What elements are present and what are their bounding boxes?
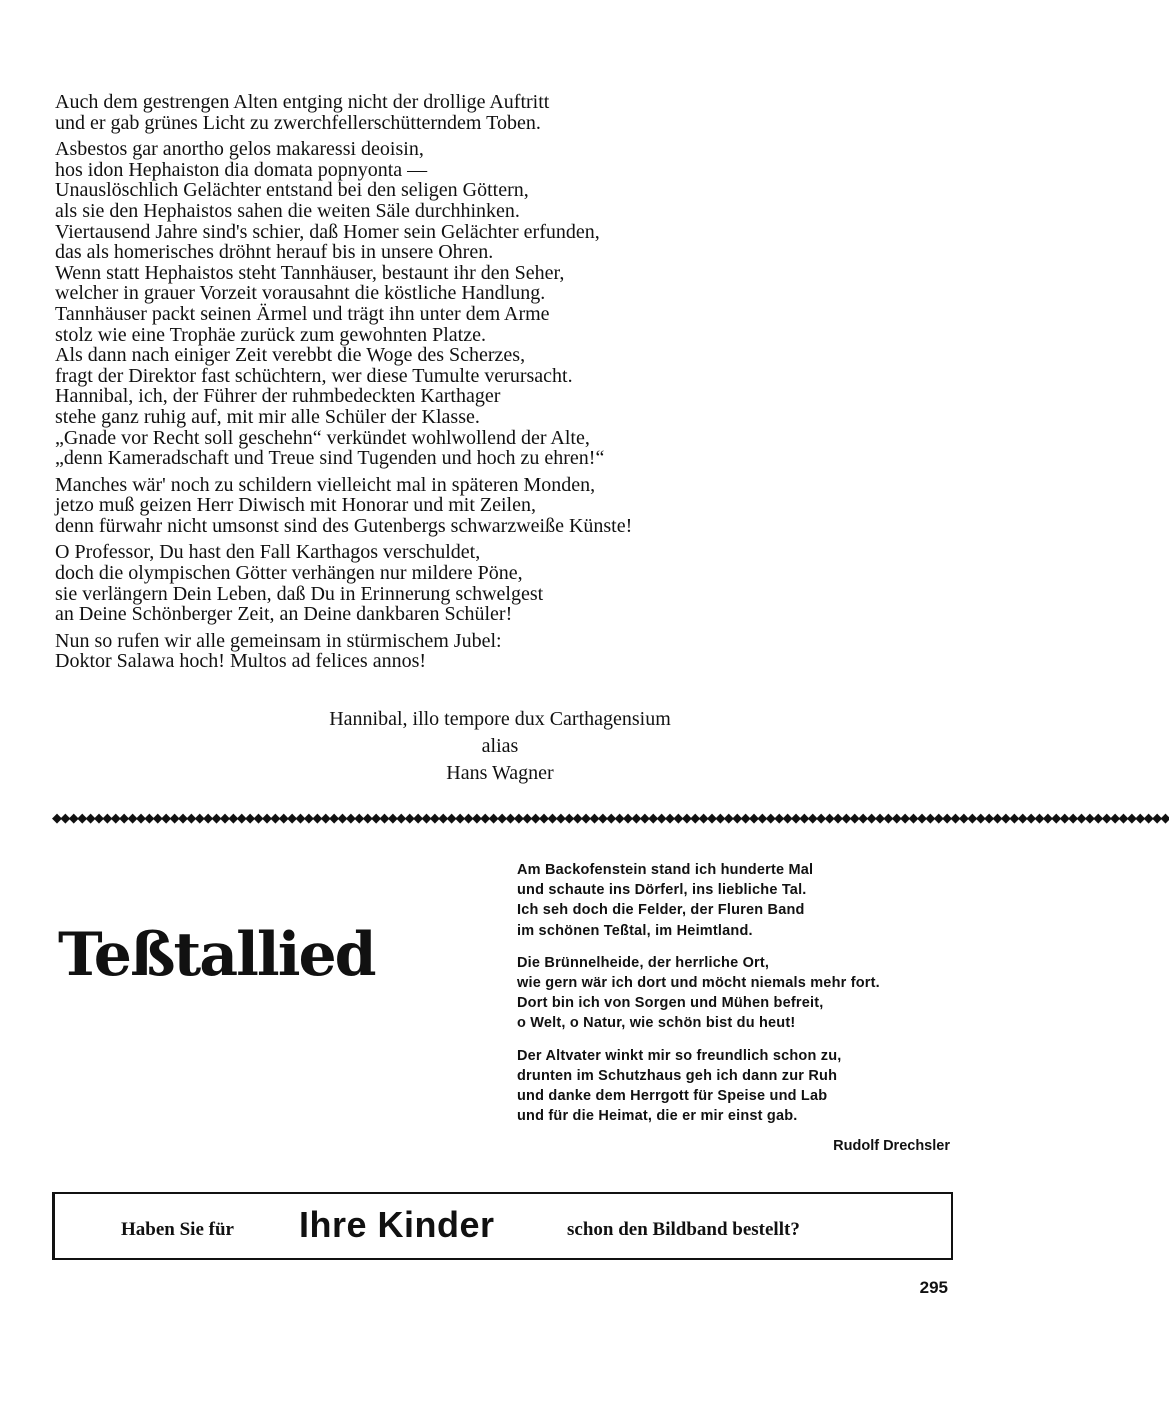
song-title: Teßtallied — [58, 920, 375, 990]
poem-stanza-2 — [55, 139, 815, 469]
song-line: Ich seh doch die Felder, der Fluren Band — [517, 902, 805, 919]
poem-line: sie verlängern Dein Leben, daß Du in Erinnerung schwelgest — [55, 582, 544, 605]
poem-line: stolz wie eine Trophäe zurück zum gewohnten Platze. — [55, 323, 486, 346]
poem-line: Als dann nach einiger Zeit verebbt die Woge des Scherzes, — [55, 344, 526, 367]
advertisement-box — [52, 1192, 953, 1260]
poem-line: Unauslöschlich Gelächter entstand bei den seligen Göttern, — [55, 179, 529, 202]
song-stanza-3 — [517, 1046, 957, 1127]
song-line: o Welt, o Natur, wie schön bist du heut! — [517, 1015, 796, 1032]
poem-line: Manches wär' noch zu schildern vielleicht mal in späteren Monden, — [55, 473, 596, 496]
ad-emphasis: Ihre Kinder — [299, 1204, 495, 1245]
poem-line: Doktor Salawa hoch! Multos ad felices annos! — [55, 650, 427, 673]
poem-line: das als homerisches dröhnt herauf bis in unsere Ohren. — [55, 241, 494, 264]
page-number: 295 — [919, 1278, 948, 1297]
ad-prefix: Haben Sie für — [121, 1219, 234, 1240]
song-line: Am Backofenstein stand ich hunderte Mal — [517, 862, 814, 878]
ornamental-divider: ◆◆◆◆◆◆◆◆◆◆◆◆◆◆◆◆◆◆◆◆◆◆◆◆◆◆◆◆◆◆◆◆◆◆◆◆◆◆◆◆◆◆◆◆◆◆◆◆◆◆◆◆◆◆◆◆◆◆◆◆◆◆◆◆◆◆◆◆◆◆◆◆◆◆◆◆◆◆◆◆◆◆◆◆◆◆◆◆◆◆◆◆◆◆◆◆◆◆◆◆◆◆◆◆◆◆◆◆◆◆◆◆◆◆◆◆◆◆◆◆◆◆◆◆◆◆◆◆◆◆◆◆◆ — [52, 811, 1169, 826]
signature-line-3: Hans Wagner — [446, 762, 554, 784]
song-stanza-1 — [517, 860, 957, 941]
poem-stanza-3 — [55, 475, 815, 537]
song-line: und für die Heimat, die er mir einst gab. — [517, 1108, 798, 1125]
poem-line: Auch dem gestrengen Alten entging nicht der drollige Auftritt — [55, 91, 550, 113]
poem-line: und er gab grünes Licht zu zwerchfellerschütterndem Toben. — [55, 111, 541, 134]
poem-line: „denn Kameradschaft und Treue sind Tugenden und hoch zu ehren!“ — [55, 447, 605, 470]
signature-line-2: alias — [481, 735, 519, 757]
poem-line: hos idon Hephaiston dia domata popnyonta — — [55, 158, 428, 181]
poem-line: Tannhäuser packt seinen Ärmel und trägt ihn unter dem Arme — [55, 302, 550, 325]
poem-line: doch die olympischen Götter verhängen nur mildere Pöne, — [55, 562, 523, 585]
song-stanza-2 — [517, 953, 957, 1034]
song-line: Der Altvater winkt mir so freundlich schon zu, — [517, 1047, 842, 1064]
song-line: und schaute ins Dörferl, ins liebliche Tal. — [517, 882, 807, 899]
poem-line: als sie den Hephaistos sahen die weiten Säle durchhinken. — [55, 199, 520, 222]
poem-line: jetzo muß geizen Herr Diwisch mit Honorar und mit Zeilen, — [55, 494, 536, 517]
poem-line: an Deine Schönberger Zeit, an Deine dankbaren Schüler! — [55, 603, 513, 626]
song-line: im schönen Teßtal, im Heimtland. — [517, 922, 753, 939]
poem — [55, 92, 815, 678]
song-line: und danke dem Herrgott für Speise und Lab — [517, 1088, 828, 1105]
poem-line: Wenn statt Hephaistos steht Tannhäuser, bestaunt ihr den Seher, — [55, 261, 565, 284]
poem-line: Nun so rufen wir alle gemeinsam in stürmischem Jubel: — [55, 629, 502, 652]
poem-line: „Gnade vor Recht soll geschehn“ verkündet wohlwollend der Alte, — [55, 426, 590, 449]
poem-stanza-4 — [55, 542, 815, 624]
poem-line: Asbestos gar anortho gelos makaressi deoisin, — [55, 138, 424, 161]
poem-stanza-1 — [55, 92, 815, 133]
song-text — [517, 860, 957, 1138]
song-line: drunten im Schutzhaus geh ich dann zur Ruh — [517, 1067, 838, 1084]
song-line: wie gern wär ich dort und möcht niemals mehr fort. — [517, 975, 880, 992]
poem-line: O Professor, Du hast den Fall Karthagos verschuldet, — [55, 541, 481, 564]
song-line: Dort bin ich von Sorgen und Mühen befreit, — [517, 995, 824, 1012]
signature — [0, 706, 1000, 787]
poem-line: Hannibal, ich, der Führer der ruhmbedeckten Karthager — [55, 385, 501, 408]
poem-stanza-5 — [55, 631, 815, 672]
ad-suffix: schon den Bildband bestellt? — [567, 1219, 800, 1240]
poem-line: denn fürwahr nicht umsonst sind des Gutenbergs schwarzweiße Künste! — [55, 514, 633, 537]
signature-line-1: Hannibal, illo tempore dux Carthagensium — [329, 708, 671, 730]
poem-line: fragt der Direktor fast schüchtern, wer diese Tumulte verursacht. — [55, 364, 573, 387]
poem-line: stehe ganz ruhig auf, mit mir alle Schüler der Klasse. — [55, 405, 480, 428]
song-author: Rudolf Drechsler — [833, 1138, 950, 1154]
poem-line: welcher in grauer Vorzeit vorausahnt die köstliche Handlung. — [55, 282, 546, 305]
song-line: Die Brünnelheide, der herrliche Ort, — [517, 954, 770, 971]
poem-line: Viertausend Jahre sind's schier, daß Homer sein Gelächter erfunden, — [55, 220, 600, 243]
